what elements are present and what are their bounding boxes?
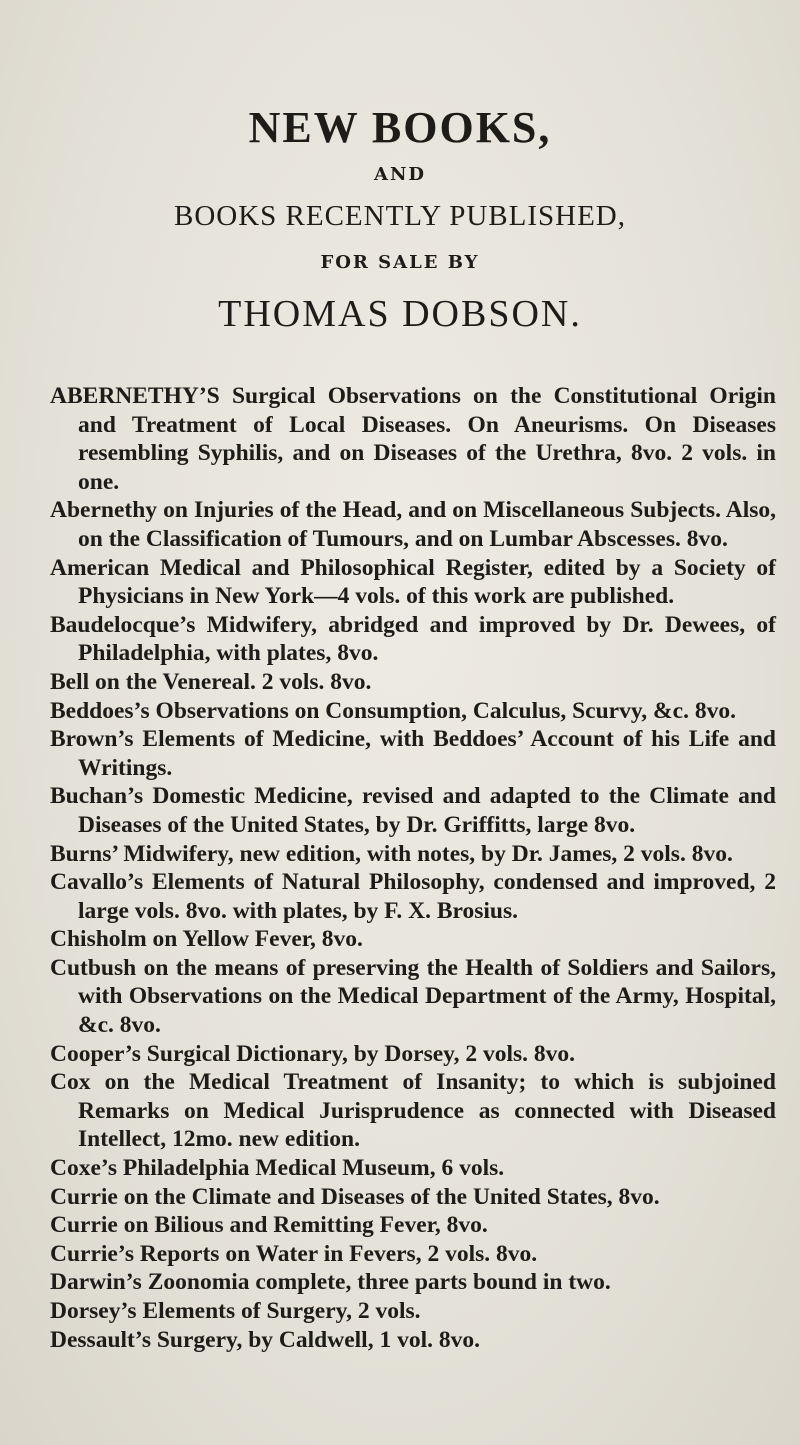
book-entry: Chisholm on Yellow Fever, 8vo.	[50, 926, 363, 953]
book-entry: American Medical and Philosophical Register, edited by a Society of Physicians in New York—4 vols. of this work are published.	[50, 554, 776, 610]
page-title: NEW BOOKS,	[248, 103, 552, 152]
book-entry: Currie’s Reports on Water in Fevers, 2 vols. 8vo.	[50, 1240, 538, 1267]
book-entry: Baudelocque’s Midwifery, abridged and improved by Dr. Dewees, of Philadelphia, with plates, 8vo.	[50, 611, 776, 667]
book-entry: Cavallo’s Elements of Natural Philosophy, condensed and improved, 2 large vols. 8vo. with plates, by F. X. Brosius.	[50, 869, 776, 924]
book-entry: Abernethy on Injuries of the Head, and on Miscellaneous Subjects. Also, on the Classification of Tumours, and on Lumbar Abscesses. 8vo.	[50, 497, 776, 552]
book-entry: Burns’ Midwifery, new edition, with notes, by Dr. James, 2 vols. 8vo.	[50, 840, 733, 867]
book-entry: Darwin’s Zoonomia complete, three parts bound in two.	[50, 1269, 611, 1296]
book-entry: Currie on Bilious and Remitting Fever, 8vo.	[50, 1212, 488, 1239]
book-entry: Buchan’s Domestic Medicine, revised and adapted to the Climate and Diseases of the United States, by Dr. Griffitts, large 8vo.	[50, 783, 776, 838]
advertisement-header	[0, 0, 800, 336]
page-subtitle: BOOKS RECENTLY PUBLISHED,	[173, 200, 626, 232]
book-entry: Coxe’s Philadelphia Medical Museum, 6 vols.	[50, 1155, 505, 1182]
for-sale-line: FOR SALE BY	[320, 252, 480, 273]
book-entry: Cutbush on the means of preserving the Health of Soldiers and Sailors, with Observations on the Medical Department of the Army, Hospital, &c. 8vo.	[50, 954, 776, 1039]
book-entry: Dorsey’s Elements of Surgery, 2 vols.	[50, 1298, 421, 1324]
book-entry: Bell on the Venereal. 2 vols. 8vo.	[50, 668, 372, 695]
conjunction-line: AND	[373, 164, 427, 185]
book-entry: Cooper’s Surgical Dictionary, by Dorsey, 2 vols. 8vo.	[50, 1040, 576, 1067]
book-entry: Cox on the Medical Treatment of Insanity; to which is subjoined Remarks on Medical Jurisprudence as connected with Diseased Intellect, 12mo. new edition.	[50, 1069, 776, 1153]
book-entry: Brown’s Elements of Medicine, with Beddoes’ Account of his Life and Writings.	[50, 726, 776, 781]
book-entry: Beddoes’s Observations on Consumption, Calculus, Scurvy, &c. 8vo.	[50, 697, 736, 724]
book-entry: Dessault’s Surgery, by Caldwell, 1 vol. 8vo.	[50, 1326, 480, 1353]
book-list	[50, 382, 776, 1354]
book-entry: Currie on the Climate and Diseases of the United States, 8vo.	[50, 1183, 660, 1210]
publisher-name: THOMAS DOBSON.	[218, 293, 582, 335]
book-entry: ABERNETHY’S Surgical Observations on the Constitutional Origin and Treatment of Local Diseases. On Aneurisms. On Diseases resembling Syphilis, and on Diseases of the Urethra, 8vo. 2 vols. in one.	[50, 383, 776, 495]
